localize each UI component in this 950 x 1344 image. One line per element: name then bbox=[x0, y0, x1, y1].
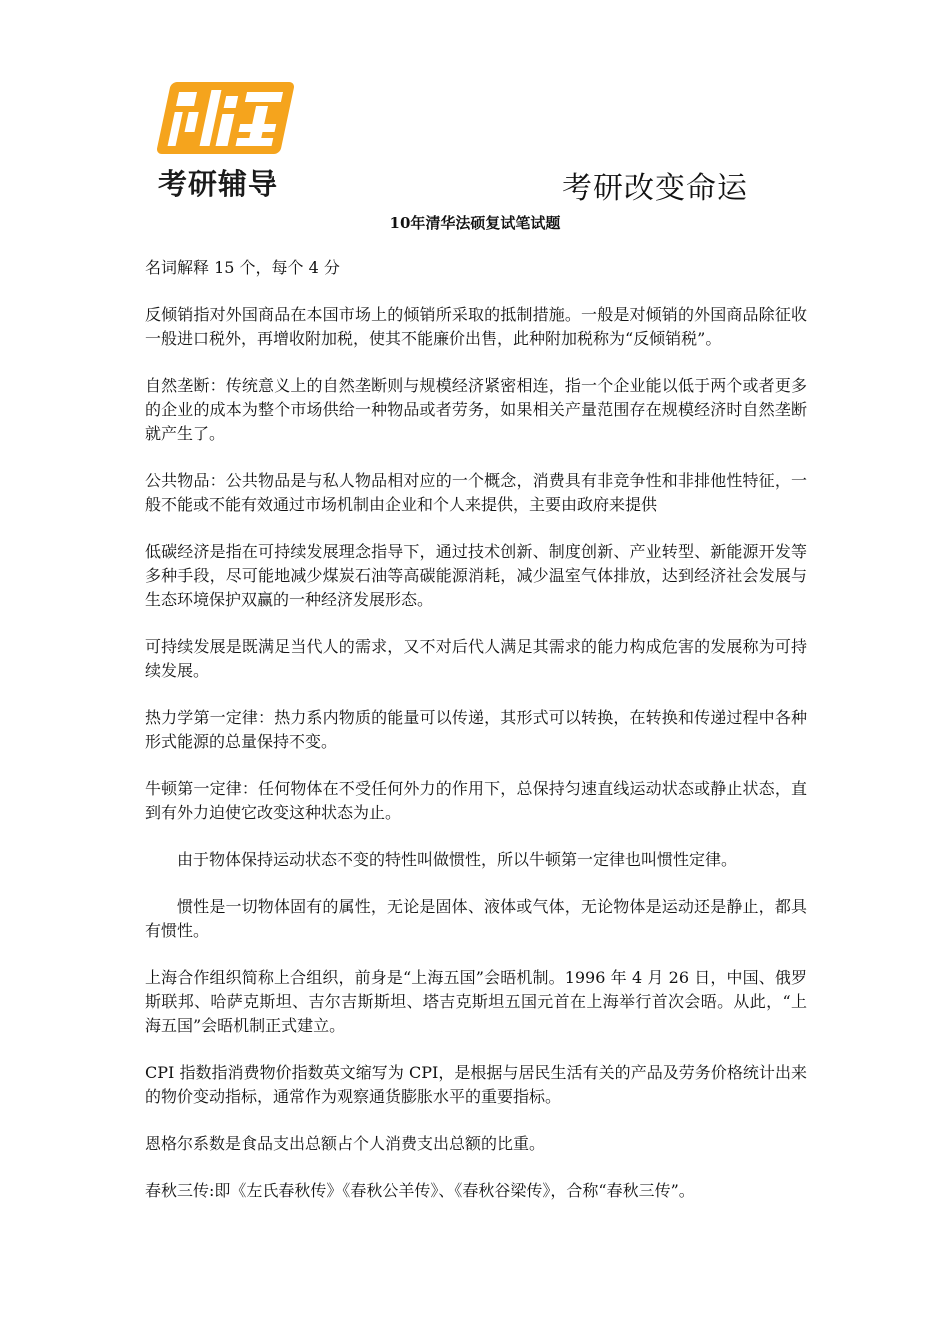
body-paragraph: CPI 指数指消费物价指数英文缩写为 CPI，是根据与居民生活有关的产品及劳务价格统计出来的物价变动指标，通常作为观察通货膨胀水平的重要指标。 bbox=[145, 1063, 807, 1106]
body-paragraph: 惯性是一切物体固有的属性，无论是固体、液体或气体，无论物体是运动还是静止，都具有惯性。 bbox=[145, 897, 807, 940]
brand-logo-mark bbox=[152, 78, 302, 160]
body-paragraph: 反倾销指对外国商品在本国市场上的倾销所采取的抵制措施。一般是对倾销的外国商品除征收一般进口税外，再增收附加税，使其不能廉价出售，此种附加税称为“反倾销税”。 bbox=[145, 305, 807, 348]
body-paragraph: 春秋三传:即《左氏春秋传》《春秋公羊传》、《春秋谷梁传》，合称“春秋三传”。 bbox=[145, 1181, 695, 1200]
document-title: 10年清华法硕复试笔试题 bbox=[389, 214, 561, 232]
body-paragraph: 上海合作组织简称上合组织，前身是“上海五国”会晤机制。1996 年 4 月 26 日，中国、俄罗斯联邦、哈萨克斯坦、吉尔吉斯斯坦、塔吉克斯坦五国元首在上海举行首次会晤。从此，“上海五国”会晤机制正式建立。 bbox=[145, 968, 807, 1035]
body-paragraph: 名词解释 15 个，每个 4 分 bbox=[145, 258, 340, 277]
header-slogan: 考研改变命运 bbox=[562, 171, 748, 206]
brand-logo bbox=[152, 78, 302, 201]
body-paragraph: 低碳经济是指在可持续发展理念指导下，通过技术创新、制度创新、产业转型、新能源开发等多种手段，尽可能地减少煤炭石油等高碳能源消耗，减少温室气体排放，达到经济社会发展与生态环境保护双赢的一种经济发展形态。 bbox=[145, 542, 807, 609]
body-paragraph: 恩格尔系数是食品支出总额占个人消费支出总额的比重。 bbox=[145, 1134, 546, 1153]
body-paragraph: 热力学第一定律：热力系内物质的能量可以传递，其形式可以转换，在转换和传递过程中各种形式能源的总量保持不变。 bbox=[145, 708, 807, 751]
body-paragraph: 牛顿第一定律：任何物体在不受任何外力的作用下，总保持匀速直线运动状态或静止状态，直到有外力迫使它改变这种状态为止。 bbox=[145, 779, 807, 822]
body-paragraph: 自然垄断：传统意义上的自然垄断则与规模经济紧密相连，指一个企业能以低于两个或者更多的企业的成本为整个市场供给一种物品或者劳务，如果相关产量范围存在规模经济时自然垄断就产生了。 bbox=[145, 376, 807, 443]
document-body bbox=[145, 256, 807, 1226]
body-paragraph: 公共物品：公共物品是与私人物品相对应的一个概念，消费具有非竞争性和非排他性特征，一般不能或不能有效通过市场机制由企业和个人来提供，主要由政府来提供 bbox=[145, 471, 807, 514]
brand-logo-subtitle: 考研辅导 bbox=[158, 167, 279, 201]
body-paragraph: 由于物体保持运动状态不变的特性叫做惯性，所以牛顿第一定律也叫惯性定律。 bbox=[177, 850, 738, 869]
body-paragraph: 可持续发展是既满足当代人的需求，又不对后代人满足其需求的能力构成危害的发展称为可持续发展。 bbox=[145, 637, 807, 680]
